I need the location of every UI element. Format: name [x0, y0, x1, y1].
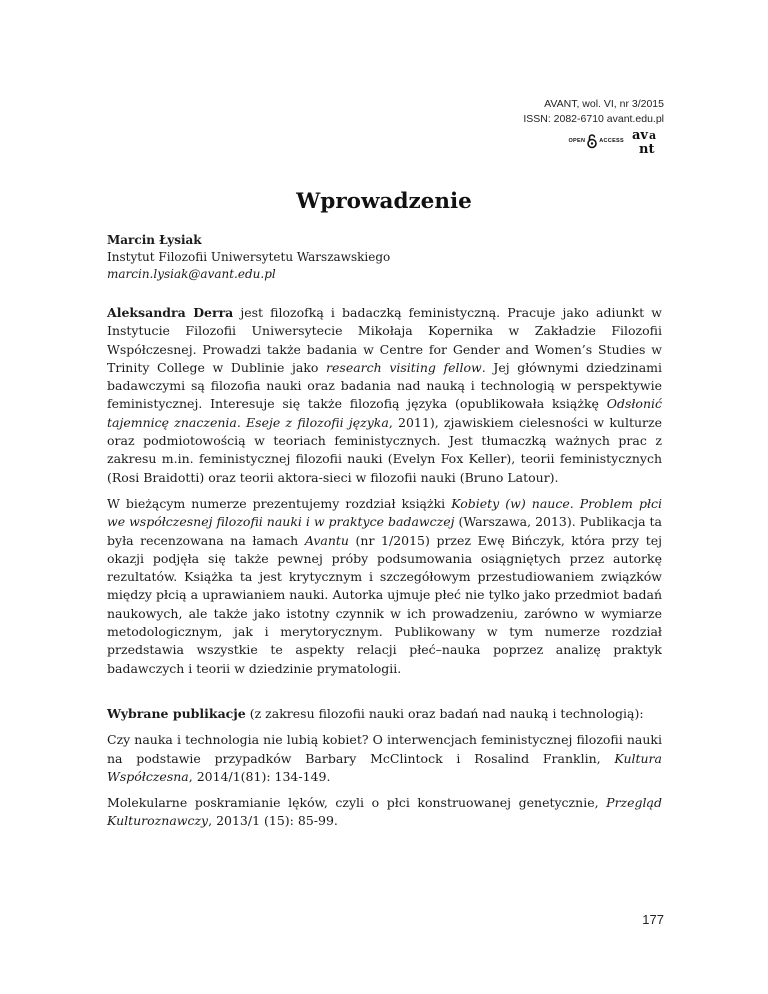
author-email[interactable]: marcin.lysiak@avant.edu.pl — [107, 267, 276, 281]
chapter-text-1: W bieżącym numerze prezentujemy rozdział książki — [107, 495, 452, 511]
paragraph-bio — [107, 304, 662, 487]
svg-text:nt: nt — [639, 142, 655, 156]
bio-book-title: Odsłonić tajemnicę znaczenia. Eseje z filozofii języka — [107, 396, 662, 430]
chapter-text-3: (nr 1/2015) przez Ewę Bińczyk, która przy tej okazji podjęła się także pewnej próby podsumowania osiągniętych przez autorkę rezultatów. Książka ta jest krytycznym i szczegółowym przestudiowaniem związków między płcią a uprawianiem nauki. Autorka ujmuje płeć nie tylko jako przedmiot badań naukowych, ale także jako istotny czynnik w ich prowadzeniu, zarówno w wymiarze metodologicznym, jak i merytorycznym. Publikowany w tym numerze rozdział przedstawia wszystkie te aspekty relacji płeć–nauka poprzez analizę praktyk badawczych i teorii w dziedzinie prymatologii. — [107, 532, 662, 676]
chapter-text-2: (Warszawa, 2013). Publikacja ta była recenzowana na łamach — [107, 514, 662, 548]
svg-text:av: av — [632, 128, 648, 143]
publications-heading-bold: Wybrane publikacje — [107, 705, 246, 721]
journal-header — [523, 97, 664, 127]
page-number: 177 — [642, 912, 664, 927]
chapter-book-title: Kobiety (w) nauce. Problem płci we współczesnej filozofii nauki i w praktyce badawczej — [107, 495, 662, 530]
article-body — [107, 304, 662, 839]
pub1-journal: Kultura Współczesna — [107, 750, 662, 784]
bio-text-3: , 2011), zjawiskiem cielesności w kulturze oraz podmiotowością w teoriach feministycznych. Jest tłumaczką ważnych prac z zakresu m.in. feministycznej filozofii nauki (Evelyn Fox Keller), teorii feministycznych (Rosi Braidotti) oraz teorii aktora-sieci w filozofii nauki (Bruno Latour). — [107, 414, 663, 485]
chapter-journal: Avantu — [304, 532, 349, 548]
pub1-text-2: , 2014/1(81): 134-149. — [188, 768, 331, 784]
bio-text-1: jest filozofką i badaczką feministyczną. Pracuje jako adiunkt w Instytucie Filozofii Uniwersytecie Mikołaja Kopernika w Zakładzie Filozofii Współczesnej. Prowadzi także badania w Centre for Gender and Women’s Studies w Trinity College w Dublinie jako — [107, 305, 662, 375]
publication-item — [107, 794, 662, 831]
journal-issn: ISSN: 2082-6710 avant.edu.pl — [523, 113, 664, 125]
publications-heading-rest: (z zakresu filozofii nauki oraz badań nad nauką i technologią): — [245, 705, 644, 721]
publications-heading — [107, 705, 662, 723]
bio-name: Aleksandra Derra — [107, 305, 234, 320]
author-name: Marcin Łysiak — [107, 233, 202, 247]
article-title: Wprowadzenie — [296, 189, 472, 214]
pub2-text-2: , 2013/1 (15): 85-99. — [208, 813, 338, 829]
bio-italic-1: research visiting fellow — [326, 359, 482, 375]
pub2-journal: Przegląd Kulturoznawczy — [107, 795, 662, 829]
open-access-open-label: OPEN — [568, 138, 586, 144]
bio-text-2: . Jej głównymi dziedzinami badawczymi są filozofia nauki oraz badania nad nauką i technologią w perspektywie feministycznej. Interesuje się także filozofią języka (opublikowała książkę — [107, 359, 662, 412]
author-affiliation: Instytut Filozofii Uniwersytetu Warszawskiego — [107, 250, 391, 264]
author-block — [107, 232, 390, 283]
journal-issue: AVANT, wol. VI, nr 3/2015 — [544, 98, 664, 110]
open-access-lock-icon — [587, 133, 597, 149]
open-access-access-label: ACCESS — [599, 138, 624, 144]
pub1-text-1: Czy nauka i technologia nie lubią kobiet? O interwencjach feministycznej filozofii nauki na podstawie przypadków Barbary McClintock i Rosalind Franklin, — [107, 732, 662, 766]
open-access-badge — [568, 126, 664, 156]
avant-logo — [630, 126, 664, 156]
svg-text:a: a — [649, 129, 657, 142]
paragraph-chapter — [107, 495, 662, 678]
publication-item — [107, 731, 662, 786]
pub2-text-1: Molekularne poskramianie lęków, czyli o płci konstruowanej genetycznie, — [107, 795, 607, 811]
